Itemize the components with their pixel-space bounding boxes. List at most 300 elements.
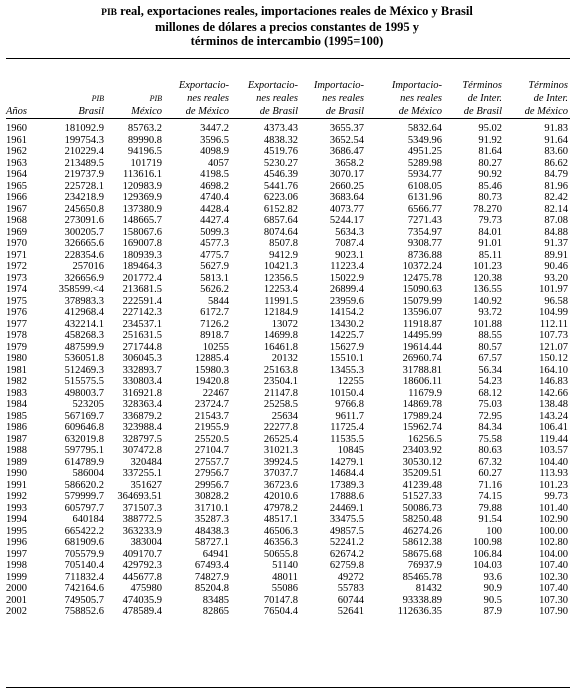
value-cell: 5832.64 [407, 123, 442, 134]
value-cell: 210229.4 [64, 146, 104, 157]
column-header-line: Términos [462, 80, 502, 91]
table-row [6, 514, 570, 526]
value-cell: 26960.74 [402, 353, 442, 364]
value-cell: 104.40 [539, 456, 568, 468]
value-cell: 2660.25 [329, 180, 364, 192]
column-header-8 [504, 60, 570, 118]
table-row [6, 572, 570, 584]
value-cell: 72.95 [478, 410, 502, 422]
value-cell: 10372.24 [402, 261, 442, 272]
value-cell: 4951.25 [407, 146, 442, 157]
value-cell: 26525.4 [263, 433, 298, 445]
value-cell: 487599.9 [64, 341, 104, 353]
value-cell: 101.40 [539, 502, 568, 514]
value-cell: 113.93 [539, 468, 568, 479]
value-cell: 579999.7 [64, 491, 104, 502]
value-cell: 6108.05 [407, 180, 442, 192]
value-cell: 742164.6 [64, 583, 104, 594]
year-cell: 1995 [6, 525, 27, 537]
title-line-3: términos de intercambio (1995=100) [190, 34, 384, 48]
value-cell: 323988.4 [122, 422, 162, 433]
value-cell: 85204.8 [194, 583, 229, 594]
value-cell: 89990.8 [127, 134, 162, 146]
value-cell: 90.5 [483, 594, 502, 606]
value-cell: 27104.7 [194, 445, 229, 456]
value-cell: 93.6 [483, 571, 502, 583]
value-cell: 101.97 [539, 284, 568, 295]
value-cell: 445677.8 [122, 571, 162, 583]
table-row [6, 250, 570, 262]
value-cell: 4775.7 [200, 249, 229, 261]
year-cell: 1997 [6, 548, 27, 560]
value-cell: 102.30 [539, 571, 568, 583]
value-cell: 586620.2 [64, 479, 104, 491]
value-cell: 605797.7 [64, 502, 104, 514]
value-cell: 93.72 [478, 307, 502, 318]
value-cell: 6566.77 [407, 203, 442, 215]
value-cell: 412968.4 [64, 307, 104, 318]
value-cell: 4698.2 [200, 180, 229, 192]
value-cell: 86.62 [544, 157, 568, 169]
value-cell: 80.27 [478, 157, 502, 169]
value-cell: 8736.88 [407, 249, 442, 261]
value-cell: 23724.7 [194, 399, 229, 410]
value-cell: 7087.4 [335, 238, 364, 249]
value-cell: 49857.5 [329, 525, 364, 537]
value-cell: 478589.4 [122, 606, 162, 617]
value-cell: 201772.4 [122, 272, 162, 284]
value-cell: 19614.44 [402, 341, 442, 353]
value-cell: 22467 [202, 387, 229, 399]
value-cell: 52641 [337, 606, 364, 617]
top-rule [6, 58, 570, 59]
column-header-5 [300, 60, 366, 118]
value-cell: 100.98 [473, 537, 502, 548]
value-cell: 120.38 [473, 272, 502, 284]
value-cell: 371507.3 [122, 502, 162, 514]
value-cell: 101.23 [473, 261, 502, 272]
value-cell: 758852.6 [64, 606, 104, 617]
year-cell: 1998 [6, 560, 27, 571]
column-header-2 [106, 60, 164, 118]
year-cell: 1973 [6, 272, 27, 284]
value-cell: 6131.96 [407, 192, 442, 203]
value-cell: 3596.5 [200, 134, 229, 146]
value-cell: 137380.9 [122, 203, 162, 215]
value-cell: 388772.5 [122, 514, 162, 525]
value-cell: 148665.7 [122, 215, 162, 226]
value-cell: 225728.1 [64, 180, 104, 192]
value-cell: 107.40 [539, 560, 568, 571]
value-cell: 39924.5 [263, 456, 298, 468]
data-table [6, 60, 570, 618]
value-cell: 474035.9 [122, 594, 162, 606]
year-cell: 1974 [6, 284, 27, 295]
year-cell: 1990 [6, 468, 27, 479]
year-cell: 1985 [6, 410, 27, 422]
value-cell: 85.46 [478, 180, 502, 192]
value-cell: 93338.89 [402, 594, 442, 606]
column-header-line: Importacio- [313, 80, 364, 91]
value-cell: 48438.3 [194, 525, 229, 537]
bottom-rule [6, 687, 570, 688]
value-cell: 228354.6 [64, 249, 104, 261]
table-row [6, 342, 570, 354]
value-cell: 67.57 [478, 353, 502, 364]
value-cell: 58675.68 [402, 548, 442, 560]
column-header-line: nes reales [256, 93, 298, 104]
value-cell: 94196.5 [127, 146, 162, 157]
year-cell: 1965 [6, 180, 27, 192]
value-cell: 85.11 [478, 249, 502, 261]
value-cell: 432214.1 [64, 318, 104, 330]
value-cell: 213681.5 [122, 284, 162, 295]
column-header-line: de México [398, 106, 442, 117]
value-cell: 8074.64 [263, 226, 298, 238]
value-cell: 51140 [272, 560, 298, 571]
column-header-line: PIB [149, 94, 162, 103]
column-header-6 [366, 60, 444, 118]
table-row [6, 181, 570, 193]
year-cell: 1988 [6, 445, 27, 456]
value-cell: 67.32 [478, 456, 502, 468]
value-cell: 143.24 [539, 410, 568, 422]
value-cell: 429792.3 [122, 560, 162, 571]
value-cell: 119.44 [539, 433, 568, 445]
value-cell: 11535.5 [330, 433, 364, 445]
value-cell: 74.15 [478, 491, 502, 502]
year-cell: 1963 [6, 157, 27, 169]
value-cell: 320484 [130, 456, 162, 468]
value-cell: 4519.76 [263, 146, 298, 157]
value-cell: 3683.64 [329, 192, 364, 203]
column-header-line: de México [185, 106, 229, 117]
value-cell: 5627.9 [200, 261, 229, 272]
value-cell: 101.88 [473, 318, 502, 330]
value-cell: 14684.4 [329, 468, 364, 479]
table-row [6, 422, 570, 434]
value-cell: 46506.3 [263, 525, 298, 537]
value-cell: 6857.64 [263, 215, 298, 226]
value-cell: 47978.2 [263, 502, 298, 514]
column-header-line: PIB [91, 94, 104, 103]
value-cell: 91.83 [544, 123, 568, 134]
value-cell: 5349.96 [407, 134, 442, 146]
table-row [6, 365, 570, 377]
value-cell: 180939.3 [122, 249, 162, 261]
value-cell: 51527.33 [402, 491, 442, 502]
value-cell: 3652.54 [329, 134, 364, 146]
value-cell: 219737.9 [64, 169, 104, 180]
value-cell: 83.60 [544, 146, 568, 157]
year-cell: 1993 [6, 502, 27, 514]
value-cell: 37037.7 [263, 468, 298, 479]
value-cell: 4373.43 [263, 123, 298, 134]
value-cell: 12184.9 [263, 307, 298, 318]
table-row [6, 296, 570, 308]
value-cell: 25163.8 [263, 364, 298, 376]
value-cell: 336879.2 [122, 410, 162, 422]
value-cell: 31788.81 [402, 364, 442, 376]
value-cell: 106.41 [539, 422, 568, 433]
value-cell: 14279.1 [329, 456, 364, 468]
value-cell: 181092.9 [64, 123, 104, 134]
value-cell: 100 [486, 525, 502, 537]
value-cell: 273091.6 [64, 215, 104, 226]
value-cell: 102.90 [539, 514, 568, 525]
value-cell: 9412.9 [269, 249, 298, 261]
year-cell: 1986 [6, 422, 27, 433]
value-cell: 5244.17 [329, 215, 364, 226]
column-header-line: Brasil [78, 106, 104, 117]
column-header-4 [231, 60, 300, 118]
table-row [6, 353, 570, 365]
table-row [6, 169, 570, 181]
value-cell: 89.91 [544, 249, 568, 261]
value-cell: 107.73 [539, 330, 568, 341]
value-cell: 74827.9 [194, 571, 229, 583]
value-cell: 5813.1 [200, 272, 229, 284]
table-row [6, 549, 570, 561]
table-row [6, 537, 570, 549]
value-cell: 30530.12 [402, 456, 442, 468]
value-cell: 705140.4 [64, 560, 104, 571]
value-cell: 17888.6 [329, 491, 364, 502]
column-header-line: nes reales [400, 93, 442, 104]
value-cell: 90.46 [544, 261, 568, 272]
value-cell: 169007.8 [122, 238, 162, 249]
value-cell: 23959.6 [329, 295, 364, 307]
value-cell: 33475.5 [329, 514, 364, 525]
value-cell: 68.12 [478, 387, 502, 399]
table-row [6, 560, 570, 572]
value-cell: 13430.2 [329, 318, 364, 330]
table-row [6, 284, 570, 296]
value-cell: 7126.2 [200, 318, 229, 330]
value-cell: 25258.5 [263, 399, 298, 410]
value-cell: 12255 [337, 376, 364, 387]
table-row [6, 376, 570, 388]
year-cell: 1962 [6, 146, 27, 157]
value-cell: 12253.4 [263, 284, 298, 295]
value-cell: 316921.8 [122, 387, 162, 399]
value-cell: 337255.1 [122, 468, 162, 479]
value-cell: 107.40 [539, 583, 568, 594]
value-cell: 104.99 [539, 307, 568, 318]
table-row [6, 606, 570, 618]
table-row [6, 399, 570, 411]
value-cell: 3655.37 [329, 123, 364, 134]
value-cell: 93.20 [544, 272, 568, 284]
value-cell: 54.23 [478, 376, 502, 387]
value-cell: 189464.3 [122, 261, 162, 272]
value-cell: 3658.2 [335, 157, 364, 169]
value-cell: 21147.8 [264, 387, 298, 399]
value-cell: 52241.2 [329, 537, 364, 548]
value-cell: 113616.1 [123, 169, 162, 180]
value-cell: 3686.47 [329, 146, 364, 157]
value-cell: 632019.8 [64, 433, 104, 445]
value-cell: 91.01 [478, 238, 502, 249]
value-cell: 23504.1 [263, 376, 298, 387]
table-row [6, 227, 570, 239]
value-cell: 70147.8 [263, 594, 298, 606]
value-cell: 14495.99 [402, 330, 442, 341]
value-cell: 76937.9 [407, 560, 442, 571]
value-cell: 58250.48 [402, 514, 442, 525]
table-row [6, 118, 570, 135]
value-cell: 536051.8 [64, 353, 104, 364]
value-cell: 4057 [208, 157, 229, 169]
value-cell: 104.03 [473, 560, 502, 571]
value-cell: 4740.4 [200, 192, 229, 203]
value-cell: 99.73 [544, 491, 568, 502]
value-cell: 665422.2 [64, 525, 104, 537]
value-cell: 609646.8 [64, 422, 104, 433]
value-cell: 142.66 [539, 387, 568, 399]
value-cell: 138.48 [539, 399, 568, 410]
value-cell: 84.34 [478, 422, 502, 433]
value-cell: 9766.8 [335, 399, 364, 410]
table-row [6, 238, 570, 250]
value-cell: 121.07 [539, 341, 568, 353]
value-cell: 24469.1 [329, 502, 364, 514]
column-header-0 [6, 60, 48, 118]
year-cell: 1970 [6, 238, 27, 249]
value-cell: 91.92 [478, 134, 502, 146]
value-cell: 85763.2 [127, 123, 162, 134]
column-header-line: de Brasil [463, 106, 502, 117]
value-cell: 80.57 [478, 341, 502, 353]
value-cell: 75.03 [478, 399, 502, 410]
value-cell: 60.27 [478, 468, 502, 479]
value-cell: 49272 [337, 571, 364, 583]
value-cell: 4198.5 [200, 169, 229, 180]
value-cell: 222591.4 [122, 295, 162, 307]
value-cell: 4073.77 [329, 203, 364, 215]
value-cell: 21955.9 [194, 422, 229, 433]
table-body [6, 118, 570, 618]
value-cell: 306045.3 [122, 353, 162, 364]
column-header-7 [444, 60, 504, 118]
title-line-1-text: real, exportaciones reales, importaciones reales de México y Brasil [117, 4, 473, 18]
value-cell: 164.10 [539, 364, 568, 376]
value-cell: 107.30 [539, 594, 568, 606]
value-cell: 5634.3 [335, 226, 364, 238]
value-cell: 81.64 [478, 146, 502, 157]
value-cell: 10845 [337, 445, 364, 456]
value-cell: 88.55 [478, 330, 502, 341]
value-cell: 300205.7 [64, 226, 104, 238]
value-cell: 14154.2 [329, 307, 364, 318]
table-row [6, 215, 570, 227]
value-cell: 17989.24 [402, 410, 442, 422]
column-header-line: nes reales [322, 93, 364, 104]
value-cell: 12356.5 [263, 272, 298, 284]
value-cell: 326656.9 [64, 272, 104, 284]
year-cell: 2001 [6, 594, 27, 606]
table-row [6, 595, 570, 607]
table-row [6, 434, 570, 446]
year-cell: 1999 [6, 571, 27, 583]
value-cell: 82.14 [544, 203, 568, 215]
value-cell: 213489.5 [64, 157, 104, 169]
value-cell: 4098.9 [200, 146, 229, 157]
value-cell: 12885.4 [194, 353, 229, 364]
value-cell: 30828.2 [194, 491, 229, 502]
year-cell: 1982 [6, 376, 27, 387]
value-cell: 62759.8 [329, 560, 364, 571]
value-cell: 307472.8 [122, 445, 162, 456]
value-cell: 11918.87 [403, 318, 442, 330]
value-cell: 80.73 [478, 192, 502, 203]
value-cell: 328797.5 [122, 433, 162, 445]
value-cell: 5230.27 [263, 157, 298, 169]
table-row [6, 468, 570, 480]
table-row [6, 583, 570, 595]
year-cell: 1976 [6, 307, 27, 318]
year-cell: 1960 [6, 123, 27, 134]
value-cell: 20132 [271, 353, 298, 364]
table-row [6, 411, 570, 423]
value-cell: 140.92 [473, 295, 502, 307]
value-cell: 10255 [202, 341, 229, 353]
table-row [6, 526, 570, 538]
table-row [6, 158, 570, 170]
value-cell: 85465.78 [402, 571, 442, 583]
header-row [6, 60, 570, 118]
value-cell: 11991.5 [264, 295, 298, 307]
value-cell: 199754.3 [64, 134, 104, 146]
value-cell: 328363.4 [122, 399, 162, 410]
value-cell: 15980.3 [194, 364, 229, 376]
value-cell: 81.96 [544, 180, 568, 192]
value-cell: 234537.1 [122, 318, 162, 330]
value-cell: 79.73 [478, 215, 502, 226]
value-cell: 71.16 [478, 479, 502, 491]
value-cell: 104.00 [539, 548, 568, 560]
value-cell: 498003.7 [64, 387, 104, 399]
value-cell: 91.37 [544, 238, 568, 249]
value-cell: 5099.3 [200, 226, 229, 238]
year-cell: 1991 [6, 479, 27, 491]
year-cell: 1984 [6, 399, 27, 410]
value-cell: 711832.4 [65, 571, 104, 583]
value-cell: 378983.3 [64, 295, 104, 307]
value-cell: 5934.77 [407, 169, 442, 180]
value-cell: 640184 [72, 514, 104, 525]
year-cell: 2002 [6, 606, 27, 617]
value-cell: 681909.6 [64, 537, 104, 548]
value-cell: 351627 [130, 479, 162, 491]
value-cell: 271744.8 [122, 341, 162, 353]
table-row [6, 480, 570, 492]
value-cell: 87.9 [483, 606, 502, 617]
value-cell: 84.88 [544, 226, 568, 238]
year-cell: 1980 [6, 353, 27, 364]
column-header-line: de Brasil [325, 106, 364, 117]
year-cell: 1966 [6, 192, 27, 203]
value-cell: 50655.8 [263, 548, 298, 560]
value-cell: 234218.9 [64, 192, 104, 203]
value-cell: 9023.1 [335, 249, 364, 261]
value-cell: 26899.4 [329, 284, 364, 295]
value-cell: 3447.2 [200, 123, 229, 134]
value-cell: 76504.4 [263, 606, 298, 617]
value-cell: 10150.4 [329, 387, 364, 399]
value-cell: 35209.51 [402, 468, 442, 479]
value-cell: 9611.7 [335, 410, 364, 422]
